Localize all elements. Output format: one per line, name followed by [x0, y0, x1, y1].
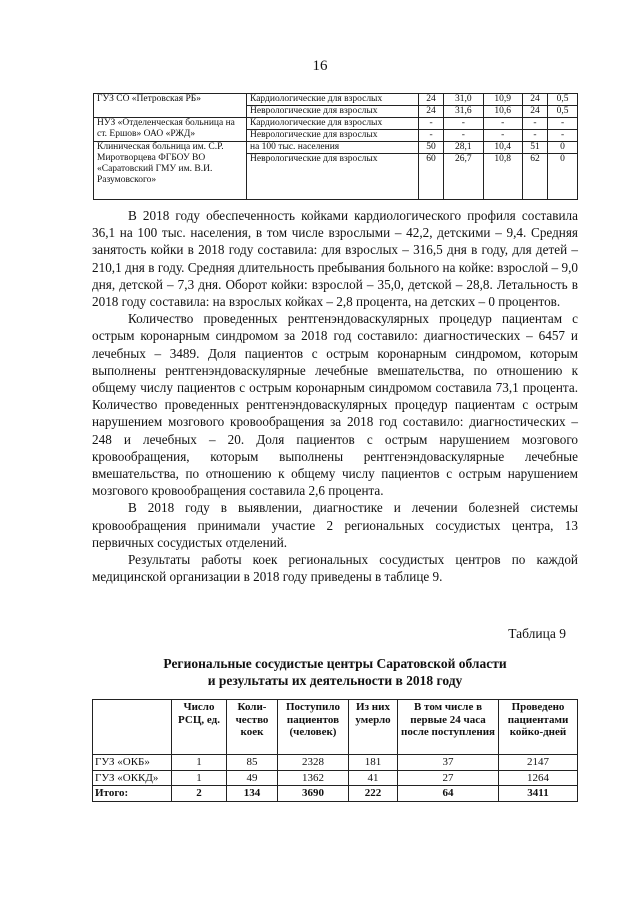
- cell: 1264: [499, 770, 578, 786]
- value-cell: 24: [522, 94, 547, 106]
- header-cell: В том числе в первые 24 часа после поступления: [398, 700, 499, 755]
- profile-cell: Неврологические для взрослых: [247, 106, 419, 118]
- cell: 134: [227, 786, 278, 802]
- value-cell: 0: [548, 154, 578, 200]
- top-table: [93, 93, 578, 200]
- value-cell: 10,4: [483, 142, 522, 154]
- value-cell: 0: [548, 142, 578, 154]
- cell: 27: [398, 770, 499, 786]
- value-cell: 24: [522, 106, 547, 118]
- profile-cell: Неврологические для взрослых: [247, 130, 419, 142]
- table-row: [94, 118, 578, 130]
- value-cell: -: [419, 130, 444, 142]
- value-cell: -: [483, 118, 522, 130]
- value-cell: 24: [419, 94, 444, 106]
- cell: 3690: [278, 786, 349, 802]
- paragraph: В 2018 году обеспеченность койками кардиологического профиля составила 36,1 на 100 тыс. населения, в том числе взрослыми – 42,2, детскими – 9,4. Средняя занятость койки в 2018 году составила: для взрослых – 316,5 дня в году, для детей – 210,1 дня в году. Средняя длительность пребывания больного на койке: взрослой – 9,0 дня, детской – 7,3 дня. Оборот койки: взрослой – 35,0, детской – 28,8. Летальность в 2018 году составила: на взрослых койках – 2,8 процента, на детских – 0 процентов.: [92, 208, 578, 310]
- row-name: ГУЗ «ОКБ»: [93, 755, 172, 771]
- table-row: [93, 755, 578, 771]
- profile-cell: Кардиологические для взрослых: [247, 94, 419, 106]
- cell: 2147: [499, 755, 578, 771]
- value-cell: -: [522, 130, 547, 142]
- profile-cell: на 100 тыс. населения: [247, 142, 419, 154]
- value-cell: -: [522, 118, 547, 130]
- cell: 85: [227, 755, 278, 771]
- value-cell: -: [548, 130, 578, 142]
- paragraph: В 2018 году в выявлении, диагностике и лечении болезней системы кровообращения принимали участие 2 региональных сосудистых центра, 13 первичных сосудистых отделений.: [92, 500, 578, 550]
- cell: 2: [172, 786, 227, 802]
- cell: 2328: [278, 755, 349, 771]
- cell: 222: [349, 786, 398, 802]
- cell: 41: [349, 770, 398, 786]
- header-cell: Проведено пациентами койко-дней: [499, 700, 578, 755]
- cell: 1: [172, 770, 227, 786]
- table-title: [92, 655, 578, 689]
- value-cell: 60: [419, 154, 444, 200]
- value-cell: 10,8: [483, 154, 522, 200]
- profile-cell: Кардиологические для взрослых: [247, 118, 419, 130]
- value-cell: 0,5: [548, 94, 578, 106]
- cell: 37: [398, 755, 499, 771]
- value-cell: 31,6: [444, 106, 483, 118]
- profile-cell: Неврологические для взрослых: [247, 154, 419, 200]
- org-cell: НУЗ «Отделенческая больница на ст. Ершов» ОАО «РЖД»: [94, 118, 247, 142]
- table-title-line: Региональные сосудистые центры Саратовской области: [163, 656, 507, 671]
- value-cell: 28,1: [444, 142, 483, 154]
- cell: 49: [227, 770, 278, 786]
- cell: 64: [398, 786, 499, 802]
- header-row: [93, 700, 578, 755]
- total-row: [93, 786, 578, 802]
- table-9: [92, 699, 578, 802]
- cell: 3411: [499, 786, 578, 802]
- row-name: ГУЗ «ОККД»: [93, 770, 172, 786]
- table-row: [93, 770, 578, 786]
- header-cell: Коли-чество коек: [227, 700, 278, 755]
- value-cell: 31,0: [444, 94, 483, 106]
- body-text: [92, 207, 578, 585]
- value-cell: -: [419, 118, 444, 130]
- header-cell: Число РСЦ, ед.: [172, 700, 227, 755]
- cell: 181: [349, 755, 398, 771]
- cell: 1: [172, 755, 227, 771]
- table-label: Таблица 9: [508, 626, 566, 641]
- value-cell: 0,5: [548, 106, 578, 118]
- value-cell: 51: [522, 142, 547, 154]
- value-cell: -: [444, 118, 483, 130]
- total-label: Итого:: [93, 786, 172, 802]
- value-cell: 24: [419, 106, 444, 118]
- value-cell: 10,6: [483, 106, 522, 118]
- value-cell: 10,9: [483, 94, 522, 106]
- org-cell: Клиническая больница им. С.Р. Миротворцева ФГБОУ ВО «Саратовский ГМУ им. В.И. Разумовского»: [94, 142, 247, 200]
- value-cell: 62: [522, 154, 547, 200]
- table-row: [94, 94, 578, 106]
- value-cell: -: [548, 118, 578, 130]
- cell: 1362: [278, 770, 349, 786]
- value-cell: 26,7: [444, 154, 483, 200]
- header-cell: [93, 700, 172, 755]
- paragraph: Результаты работы коек региональных сосудистых центров по каждой медицинской организации в 2018 году приведены в таблице 9.: [92, 552, 578, 585]
- value-cell: -: [444, 130, 483, 142]
- value-cell: -: [483, 130, 522, 142]
- header-cell: Поступило пациентов (человек): [278, 700, 349, 755]
- value-cell: 50: [419, 142, 444, 154]
- header-cell: Из них умерло: [349, 700, 398, 755]
- table-row: [94, 142, 578, 154]
- paragraph: Количество проведенных рентгенэндоваскулярных процедур пациентам с острым коронарным синдромом за 2018 год составило: диагностических – 6457 и лечебных – 3489. Доля пациентов с острым коронарным синдромом, которым выполнены рентгенэндоваскулярные лечебные вмешательства, по отношению к общему числу пациентов с острым коронарным синдромом составила 73,1 процента. Количество проведенных рентгенэндоваскулярных процедур пациентам с острым нарушением мозгового кровообращения за 2018 год составило: диагностических – 248 и лечебных – 20. Доля пациентов с острым нарушением мозгового кровообращения, которым выполнены рентгенэндоваскулярные лечебные вмешательства, по отношению к общему числу пациентов с острым нарушением мозгового кровообращения составила 2,6 процента.: [92, 311, 578, 499]
- org-cell: ГУЗ СО «Петровская РБ»: [94, 94, 247, 118]
- table-title-line: и результаты их деятельности в 2018 году: [207, 673, 463, 688]
- page-number: 16: [312, 58, 328, 74]
